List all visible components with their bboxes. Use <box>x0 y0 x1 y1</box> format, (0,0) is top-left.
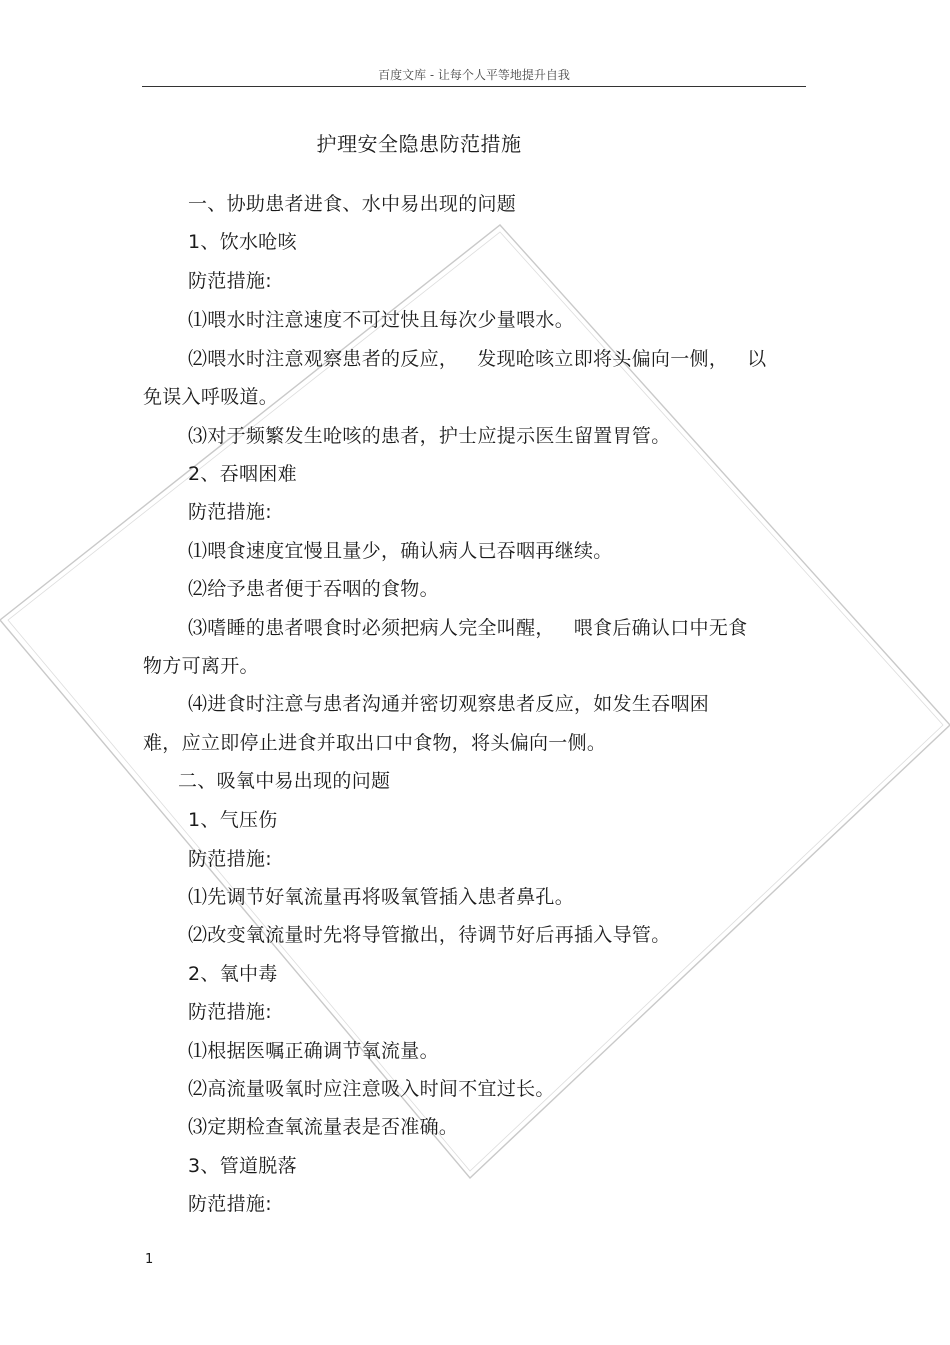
subsection-heading: 1、饮水呛咳 <box>188 231 297 253</box>
document-title: 护理安全隐患防范措施 <box>316 132 522 156</box>
paragraph-line: ⑴先调节好氧流量再将吸氧管插入患者鼻孔。 <box>188 886 575 908</box>
paragraph-line: ⑴根据医嘱正确调节氧流量。 <box>188 1040 439 1062</box>
paragraph-line: ⑶对于频繁发生呛咳的患者，护士应提示医生留置胃管。 <box>188 425 671 447</box>
header-divider <box>142 86 806 87</box>
paragraph-line: ⑶定期检查氧流量表是否准确。 <box>188 1116 459 1138</box>
measures-label: 防范措施: <box>188 270 272 292</box>
paragraph-line: 免误入呼吸道。 <box>143 386 279 408</box>
paragraph-line: ⑵给予患者便于吞咽的食物。 <box>188 578 439 600</box>
paragraph-line: ⑴喂水时注意速度不可过快且每次少量喂水。 <box>188 309 575 331</box>
measures-label: 防范措施: <box>188 501 272 523</box>
section-heading: 二、吸氧中易出现的问题 <box>178 770 391 792</box>
subsection-heading: 2、氧中毒 <box>188 963 278 985</box>
paragraph-line: 难，应立即停止进食并取出口中食物，将头偏向一侧。 <box>143 732 607 754</box>
paragraph-line: ⑵改变氧流量时先将导管撤出，待调节好后再插入导管。 <box>188 924 671 946</box>
paragraph-line: ⑷进食时注意与患者沟通并密切观察患者反应，如发生吞咽困 <box>188 693 710 715</box>
paragraph-line: ⑶嗜睡的患者喂食时必须把病人完全叫醒， 喂食后确认口中无食 <box>188 617 748 639</box>
section-heading: 一、协助患者进食、水中易出现的问题 <box>188 193 517 215</box>
paragraph-line: ⑴喂食速度宜慢且量少，确认病人已吞咽再继续。 <box>188 540 613 562</box>
paragraph-line: 物方可离开。 <box>143 655 259 677</box>
subsection-heading: 2、吞咽困难 <box>188 463 297 485</box>
paragraph-line: ⑵高流量吸氧时应注意吸入时间不宜过长。 <box>188 1078 555 1100</box>
measures-label: 防范措施: <box>188 848 272 870</box>
measures-label: 防范措施: <box>188 1193 272 1215</box>
subsection-heading: 1、气压伤 <box>188 809 278 831</box>
measures-label: 防范措施: <box>188 1001 272 1023</box>
page-number: 1 <box>145 1252 154 1267</box>
subsection-heading: 3、管道脱落 <box>188 1155 297 1177</box>
page-header: 百度文库 - 让每个人平等地提升自我 <box>378 68 570 82</box>
paragraph-line: ⑵喂水时注意观察患者的反应， 发现呛咳立即将头偏向一侧， 以 <box>188 348 767 370</box>
